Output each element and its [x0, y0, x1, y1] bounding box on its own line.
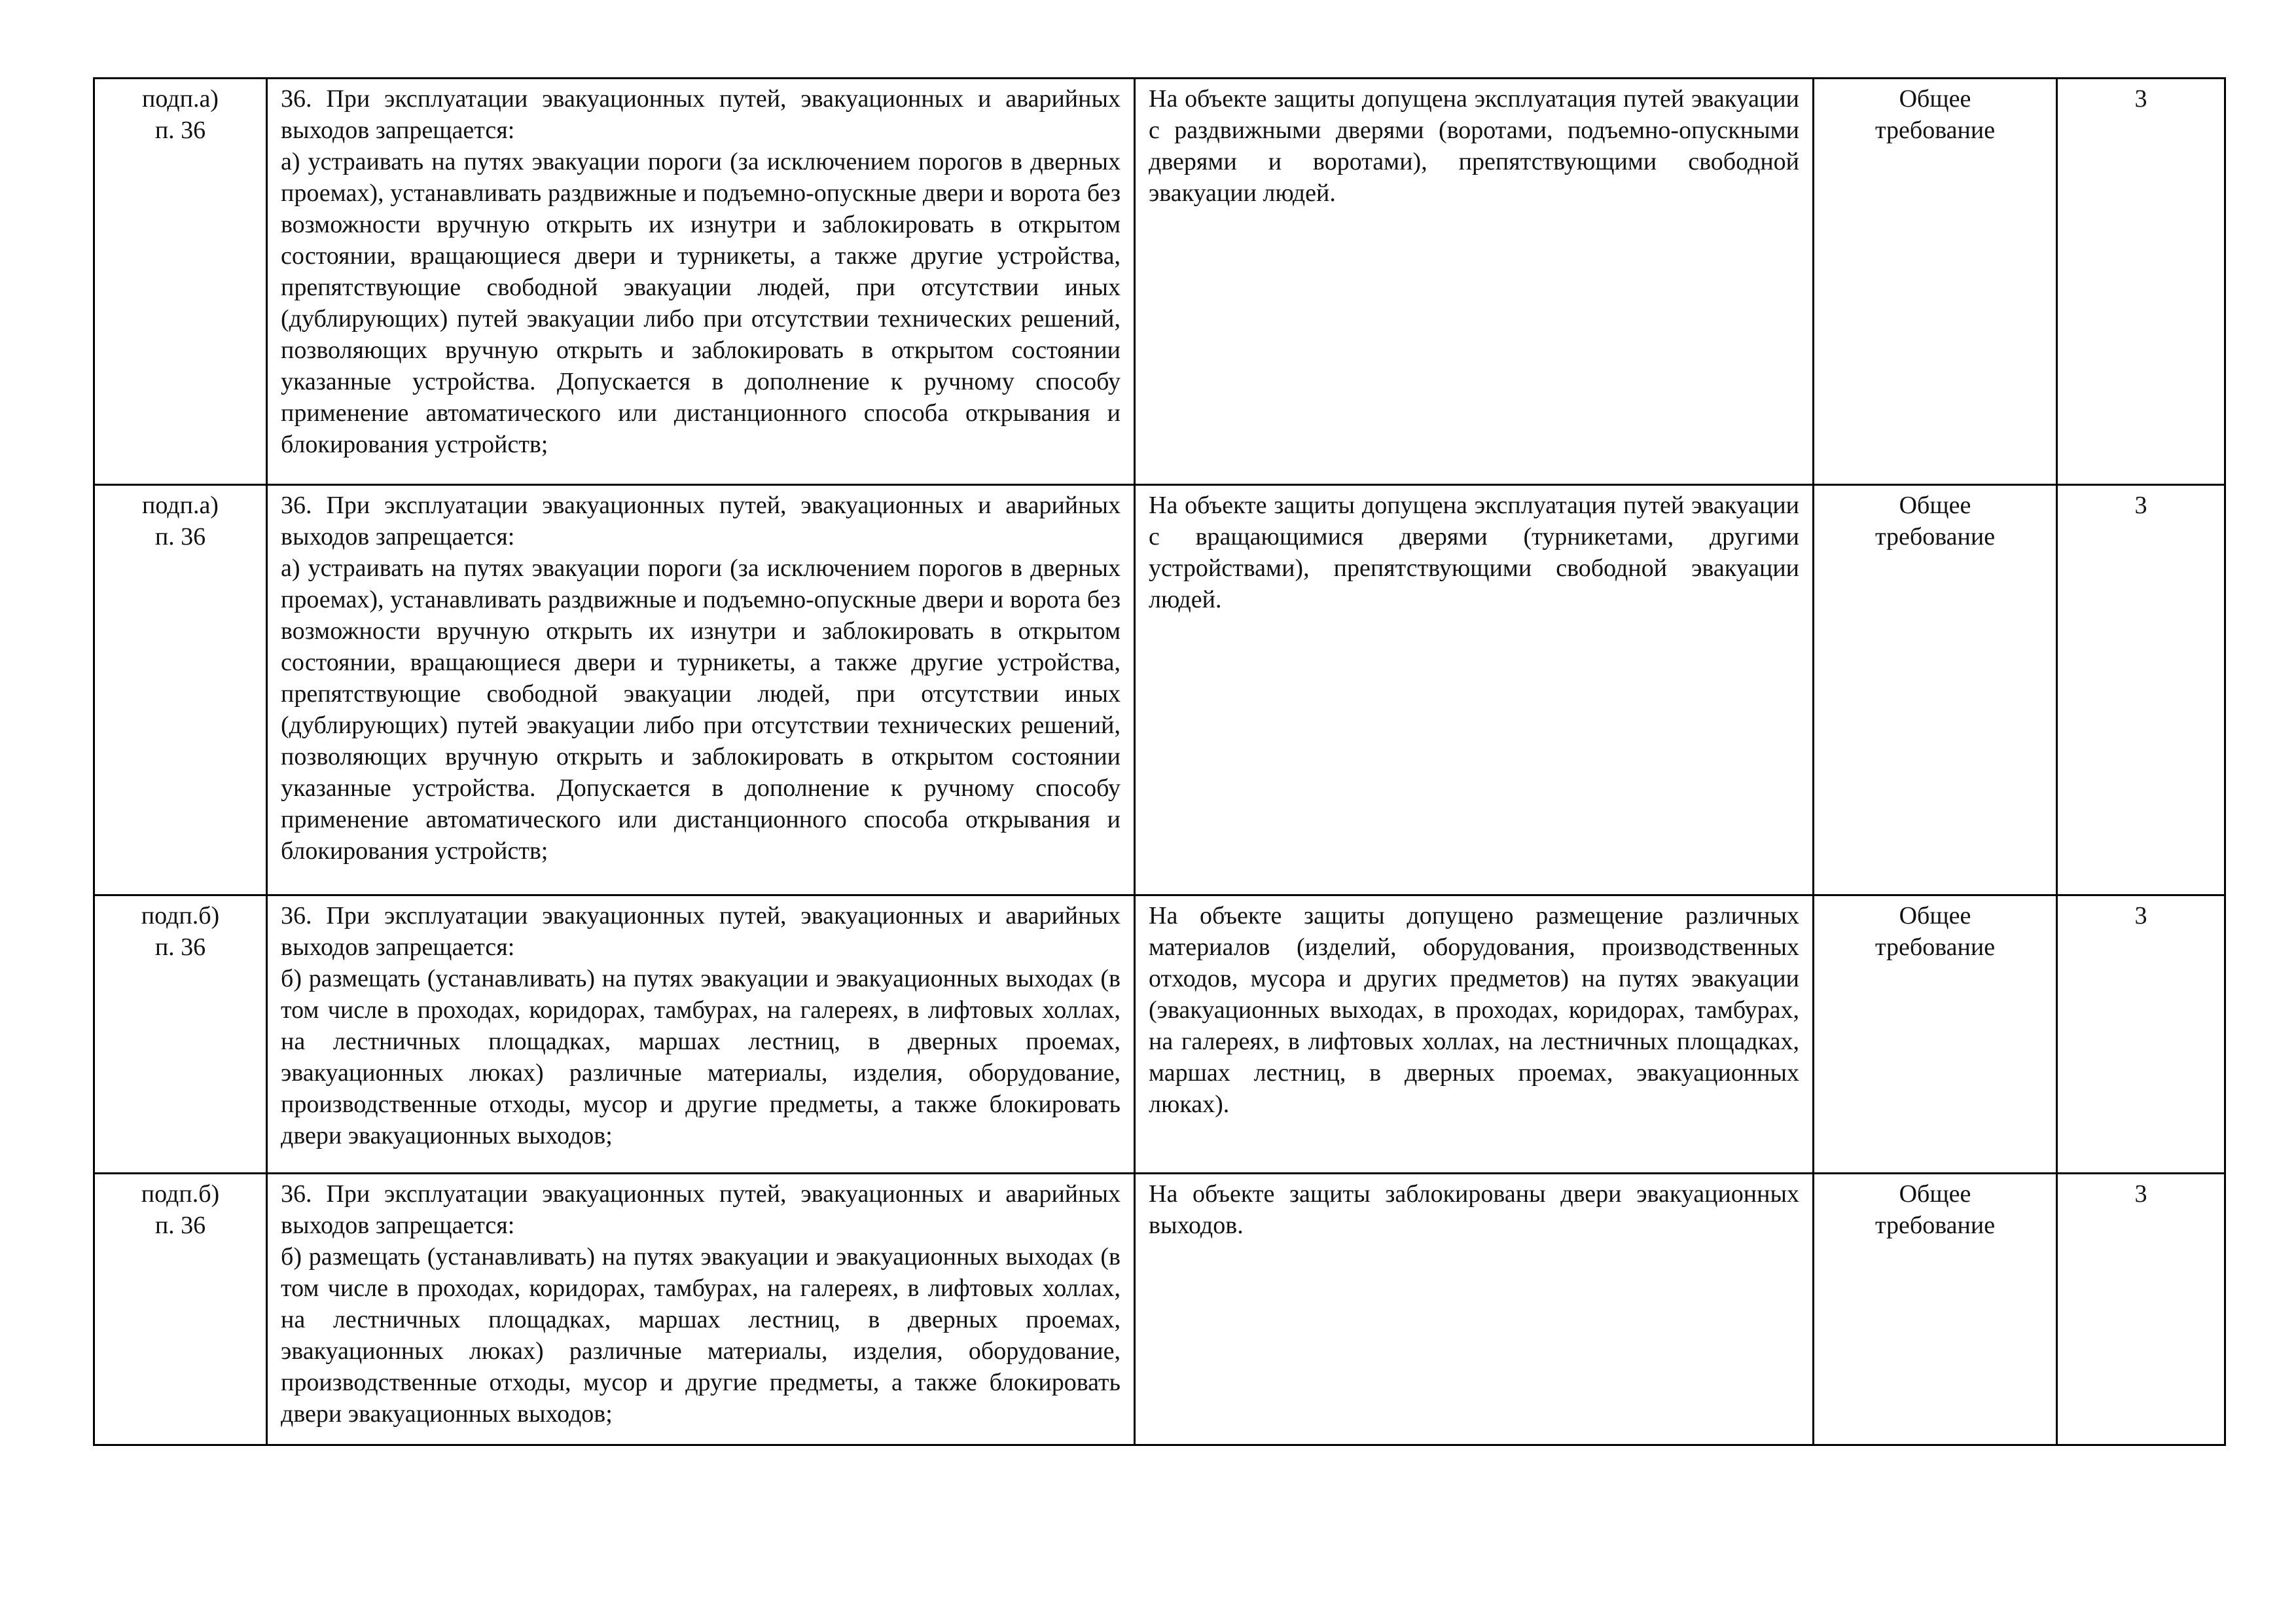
- clause-reference-cell: [94, 895, 267, 1174]
- category-cell: [1814, 895, 2057, 1174]
- category-cell: [1814, 485, 2057, 895]
- table-row: [94, 1174, 2225, 1445]
- table-row: [94, 485, 2225, 895]
- violation-text: На объекте защиты допущено размещение различных материалов (изделий, оборудования, производственных отходов, мусора и других предметов) на путях эвакуации (эвакуационных выходах, в проходах, коридорах, тамбурах, на галереях, в лифтовых холлах, на лестничных площадках, маршах лестниц, в дверных проемах, эвакуационных люках).: [1149, 902, 1799, 1118]
- clause-subpoint: подп.б): [141, 1180, 220, 1208]
- clause-subpoint: подп.а): [142, 85, 219, 113]
- category-line1: Общее: [1899, 492, 1971, 519]
- requirement-heading: 36. При эксплуатации эвакуационных путей, эвакуационных и аварийных выходов запрещается:: [281, 1180, 1121, 1239]
- requirement-cell: [267, 895, 1135, 1174]
- requirement-heading: 36. При эксплуатации эвакуационных путей, эвакуационных и аварийных выходов запрещается:: [281, 85, 1121, 144]
- requirement-text: а) устраивать на путях эвакуации пороги (за исключением порогов в дверных проемах), устанавливать раздвижные и подъемно-опускные двери и ворота без возможности вручную открыть их изнутри и заблокировать в открытом состоянии, вращающиеся двери и турникеты, а также другие устройства, препятствующие свободной эвакуации людей, при отсутствии иных (дублирующих) путей эвакуации либо при отсутствии технических решений, позволяющих вручную открыть и заблокировать в открытом состоянии указанные устройства. Допускается в дополнение к ручному способу применение автоматического или дистанционного способа открывания и блокирования устройств;: [281, 554, 1121, 865]
- table-row: [94, 79, 2225, 485]
- requirement-cell: [267, 79, 1135, 485]
- violation-text: На объекте защиты допущена эксплуатация путей эвакуации с вращающимися дверями (турникетами, другими устройствами), препятствующими свободной эвакуации людей.: [1149, 492, 1799, 613]
- number-value: 3: [2134, 492, 2147, 519]
- category-line2: требование: [1874, 117, 1996, 144]
- category-cell: [1814, 79, 2057, 485]
- category-line2: требование: [1874, 933, 1996, 961]
- number-cell: [2057, 79, 2225, 485]
- requirement-text: б) размещать (устанавливать) на путях эвакуации и эвакуационных выходах (в том числе в проходах, коридорах, тамбурах, на галереях, в лифтовых холлах, на лестничных площадках, маршах лестниц, в дверных проемах, эвакуационных люках) различные материалы, изделия, оборудование, производственные отходы, мусор и другие предметы, а также блокировать двери эвакуационных выходов;: [281, 965, 1121, 1149]
- clause-point: п. 36: [154, 1212, 206, 1239]
- clause-reference-cell: [94, 485, 267, 895]
- clause-point: п. 36: [154, 523, 206, 550]
- category-line1: Общее: [1899, 902, 1971, 929]
- violation-cell: [1135, 485, 1814, 895]
- violation-text: На объекте защиты заблокированы двери эвакуационных выходов.: [1149, 1180, 1799, 1239]
- number-cell: [2057, 1174, 2225, 1445]
- category-line2: требование: [1874, 523, 1996, 550]
- requirement-heading: 36. При эксплуатации эвакуационных путей, эвакуационных и аварийных выходов запрещается:: [281, 902, 1121, 961]
- violation-cell: [1135, 79, 1814, 485]
- category-cell: [1814, 1174, 2057, 1445]
- clause-subpoint: подп.б): [141, 902, 220, 929]
- requirement-text: а) устраивать на путях эвакуации пороги (за исключением порогов в дверных проемах), устанавливать раздвижные и подъемно-опускные двери и ворота без возможности вручную открыть их изнутри и заблокировать в открытом состоянии, вращающиеся двери и турникеты, а также другие устройства, препятствующие свободной эвакуации людей, при отсутствии иных (дублирующих) путей эвакуации либо при отсутствии технических решений, позволяющих вручную открыть и заблокировать в открытом состоянии указанные устройства. Допускается в дополнение к ручному способу применение автоматического или дистанционного способа открывания и блокирования устройств;: [281, 148, 1121, 458]
- clause-point: п. 36: [154, 117, 206, 144]
- category-line1: Общее: [1899, 1180, 1971, 1208]
- number-cell: [2057, 485, 2225, 895]
- number-value: 3: [2134, 1180, 2147, 1208]
- violation-cell: [1135, 895, 1814, 1174]
- requirement-cell: [267, 1174, 1135, 1445]
- category-line1: Общее: [1899, 85, 1971, 113]
- clause-reference-cell: [94, 79, 267, 485]
- requirement-text: б) размещать (устанавливать) на путях эвакуации и эвакуационных выходах (в том числе в проходах, коридорах, тамбурах, на галереях, в лифтовых холлах, на лестничных площадках, маршах лестниц, в дверных проемах, эвакуационных люках) различные материалы, изделия, оборудование, производственные отходы, мусор и другие предметы, а также блокировать двери эвакуационных выходов;: [281, 1243, 1121, 1428]
- requirements-table: [93, 77, 2226, 1446]
- requirement-heading: 36. При эксплуатации эвакуационных путей, эвакуационных и аварийных выходов запрещается:: [281, 492, 1121, 550]
- violation-cell: [1135, 1174, 1814, 1445]
- table-row: [94, 895, 2225, 1174]
- violation-text: На объекте защиты допущена эксплуатация путей эвакуации с раздвижными дверями (воротами, подъемно-опускными дверями и воротами), препятствующими свободной эвакуации людей.: [1149, 85, 1799, 207]
- number-cell: [2057, 895, 2225, 1174]
- number-value: 3: [2134, 85, 2147, 113]
- clause-subpoint: подп.а): [142, 492, 219, 519]
- requirement-cell: [267, 485, 1135, 895]
- category-line2: требование: [1874, 1212, 1996, 1239]
- clause-point: п. 36: [154, 933, 206, 961]
- number-value: 3: [2134, 902, 2147, 929]
- clause-reference-cell: [94, 1174, 267, 1445]
